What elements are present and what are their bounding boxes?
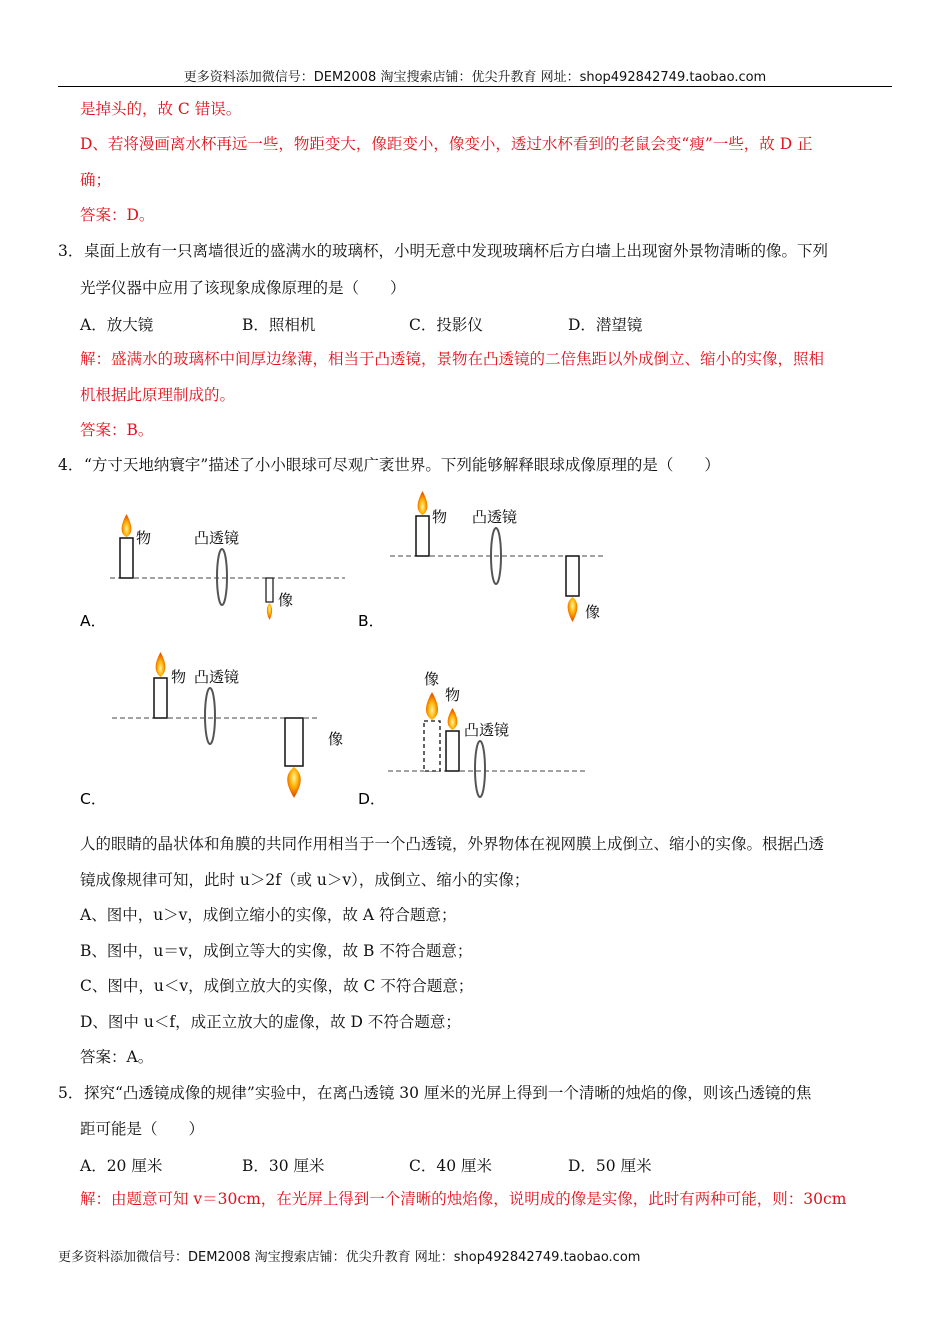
flame-object <box>122 514 132 537</box>
q5-stem-line-2: 距可能是（ ） <box>80 1120 205 1138</box>
q4-solution-line-6: D、图中 u＜f，成正立放大的虚像，故 D 不符合题意； <box>80 1013 461 1031</box>
q3-stem-line-2: 光学仪器中应用了该现象成像原理的是（ ） <box>80 279 406 297</box>
q5-number: 5． <box>58 1084 84 1102</box>
candle-object <box>446 731 459 771</box>
q4-solution-line-1: 人的眼睛的晶状体和角膜的共同作用相当于一个凸透镜，外界物体在视网膜上成倒立、缩小的实像。根据凸透 <box>80 835 825 853</box>
figure-c <box>112 652 343 798</box>
label-lens: 凸透镜 <box>194 668 240 686</box>
q4-option-c: C． <box>80 790 107 808</box>
convex-lens <box>475 741 485 797</box>
prev-solution-line-3: 确； <box>80 171 112 189</box>
page-header: 更多资料添加微信号：DEM2008 淘宝搜索店铺：优尖升教育 网址：shop492842749.taobao.com <box>183 70 767 85</box>
candle-object <box>154 678 167 718</box>
flame-image <box>568 597 578 622</box>
q5-solution-line-1: 解：由题意可知 v＝30cm，在光屏上得到一个清晰的烛焰像，说明成的像是实像，此时有两种可能，则：30cm <box>80 1190 847 1208</box>
q5-stem-line-1: 探究“凸透镜成像的规律”实验中，在离凸透镜 30 厘米的光屏上得到一个清晰的烛焰的像，则该凸透镜的焦 <box>84 1084 812 1102</box>
label-object: 物 <box>136 529 152 547</box>
q4-option-a: A． <box>80 612 107 630</box>
candle-object <box>120 538 133 578</box>
convex-lens <box>217 549 227 605</box>
figure-a <box>110 514 345 620</box>
label-object: 物 <box>171 668 187 686</box>
q5-option-d: D．50 厘米 <box>568 1157 652 1175</box>
q3-option-a: A．放大镜 <box>80 316 154 334</box>
q4-number: 4． <box>58 456 84 474</box>
label-image: 像 <box>278 591 294 609</box>
q4-stem: “方寸天地纳寰宇”描述了小小眼球可尽观广袤世界。下列能够解释眼球成像原理的是（ ） <box>84 456 720 474</box>
candle-image <box>566 556 579 596</box>
flame-object <box>448 708 458 730</box>
q3-solution-line-1: 解：盛满水的玻璃杯中间厚边缘薄，相当于凸透镜，景物在凸透镜的二倍焦距以外成倒立、缩小的实像，照相 <box>80 350 825 368</box>
q4-solution-line-4: B、图中，u＝v，成倒立等大的实像，故 B 不符合题意； <box>80 942 473 960</box>
virtual-image-candle <box>424 721 440 771</box>
page-footer: 更多资料添加微信号：DEM2008 淘宝搜索店铺：优尖升教育 网址：shop492842749.taobao.com <box>58 1250 641 1265</box>
candle-object <box>416 516 429 556</box>
label-object: 物 <box>445 686 461 704</box>
q3-number: 3． <box>58 242 84 260</box>
label-image: 像 <box>424 670 440 688</box>
q3-option-b: B．照相机 <box>242 316 316 334</box>
q4-option-b: B． <box>358 612 385 630</box>
candle-image <box>266 578 273 602</box>
label-image: 像 <box>585 603 601 621</box>
flame-object <box>418 491 428 515</box>
q3-stem-line-1: 桌面上放有一只离墙很近的盛满水的玻璃杯，小明无意中发现玻璃杯后方白墙上出现窗外景物清晰的像。下列 <box>84 242 829 260</box>
q3-answer: 答案：B。 <box>80 421 154 439</box>
candle-image <box>285 718 303 766</box>
prev-solution-line-2: D、若将漫画离水杯再远一些，物距变大，像距变小，像变小，透过水杯看到的老鼠会变“瘦”一些，故 D 正 <box>80 135 813 153</box>
figure-d <box>388 670 585 797</box>
label-image: 像 <box>328 730 344 748</box>
flame-object <box>156 652 166 677</box>
q4-option-d: D． <box>358 790 386 808</box>
flame-image <box>287 767 301 798</box>
q3-option-c: C．投影仪 <box>409 316 483 334</box>
q4-solution-line-5: C、图中，u＜v，成倒立放大的实像，故 C 不符合题意； <box>80 977 474 995</box>
q4-solution-line-2: 镜成像规律可知，此时 u＞2f（或 u＞v），成倒立、缩小的实像； <box>80 871 530 889</box>
q4-solution-line-3: A、图中，u＞v，成倒立缩小的实像，故 A 符合题意； <box>80 906 457 924</box>
prev-solution-line-1: 是掉头的，故 C 错误。 <box>80 100 242 118</box>
label-lens: 凸透镜 <box>472 508 518 526</box>
convex-lens <box>205 688 215 744</box>
flame-image <box>426 692 438 720</box>
q5-option-b: B．30 厘米 <box>242 1157 325 1175</box>
q4-answer: 答案：A。 <box>80 1048 154 1066</box>
q3-option-d: D．潜望镜 <box>568 316 643 334</box>
flame-image <box>267 603 272 620</box>
label-object: 物 <box>432 508 448 526</box>
q4-figures <box>0 480 950 820</box>
q5-option-c: C．40 厘米 <box>409 1157 493 1175</box>
header-rule <box>58 86 892 87</box>
q3-solution-line-2: 机根据此原理制成的。 <box>80 386 236 404</box>
prev-answer: 答案：D。 <box>80 206 155 224</box>
q5-option-a: A．20 厘米 <box>80 1157 163 1175</box>
label-lens: 凸透镜 <box>464 721 510 739</box>
label-lens: 凸透镜 <box>194 529 240 547</box>
figure-b <box>390 491 605 622</box>
